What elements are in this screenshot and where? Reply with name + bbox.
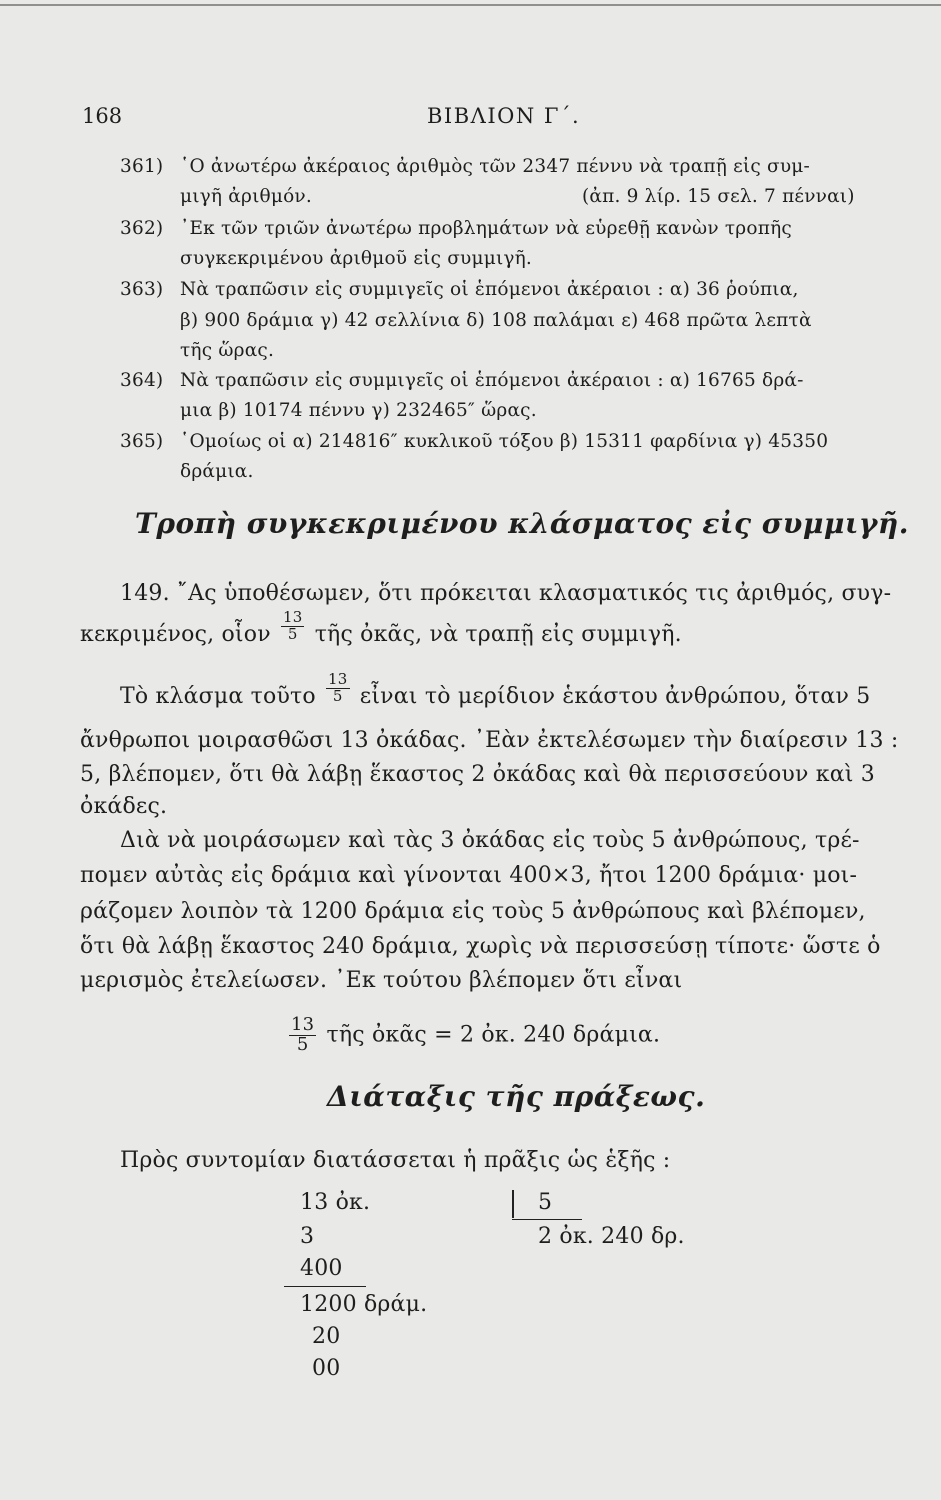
division-product: 1200 δράμ.: [300, 1292, 428, 1317]
division-factor: 400: [300, 1256, 343, 1281]
fraction: [289, 1016, 316, 1055]
division-product-rule: [284, 1286, 366, 1287]
paragraph-line: ράζομεν λοιπὸν τὰ 1200 δράμια εἰς τοὺς 5 ἀνθρώπους καὶ βλέπομεν,: [80, 899, 866, 924]
exercise-text: μια β) 10174 πέννυ γ) 232465″ ὥρας.: [180, 400, 537, 421]
exercise-number: 361): [120, 156, 164, 177]
division-divisor-rule: [512, 1219, 582, 1220]
division-multiplier: 3: [300, 1224, 315, 1249]
paragraph-line: [80, 607, 682, 647]
paragraph-text: τῆς ὀκᾶς, νὰ τραπῇ εἰς συμμιγῆ.: [314, 622, 682, 647]
exercise-number: 362): [120, 218, 164, 239]
equation-text: τῆς ὀκᾶς = 2 ὀκ. 240 δράμια.: [326, 1022, 661, 1048]
fraction: [326, 669, 350, 705]
exercise-text: συγκεκριμένου ἀριθμοῦ εἰς συμμιγῆ.: [180, 248, 533, 269]
paragraph-text: εἶναι τὸ μερίδιον ἑκάστου ἀνθρώπου, ὅταν 5: [359, 684, 871, 709]
division-dividend: 13 ὀκ.: [300, 1190, 371, 1215]
section-heading: Διάταξις τῆς πράξεως.: [327, 1080, 706, 1113]
division-bar: [512, 1190, 514, 1218]
division-remainder: 20: [312, 1324, 341, 1349]
fraction: [281, 607, 305, 643]
equation-line: [286, 1016, 660, 1055]
exercise-answer: (ἀπ. 9 λίρ. 15 σελ. 7 πένναι): [582, 186, 855, 207]
page-number: 168: [82, 104, 123, 128]
page-header-title: ΒΙΒΛΙΟΝ Γ΄.: [427, 104, 581, 128]
exercise-text: μιγῆ ἀριθμόν.: [180, 186, 312, 207]
paragraph-text: Τὸ κλάσμα τοῦτο: [120, 684, 316, 709]
fraction-denominator: 5: [287, 624, 298, 643]
exercise-number: 364): [120, 370, 164, 391]
paragraph-line: ὅτι θὰ λάβῃ ἕκαστος 240 δράμια, χωρὶς νὰ περισσεύσῃ τίποτε· ὥστε ὁ: [80, 934, 881, 959]
paragraph-text: κεκριμένος, οἷον: [80, 622, 271, 647]
exercise-text: Νὰ τραπῶσιν εἰς συμμιγεῖς οἱ ἑπόμενοι ἀκέραιοι : α) 36 ῥούπια,: [180, 279, 799, 300]
division-remainder: 00: [312, 1356, 341, 1381]
fraction-denominator: 5: [296, 1033, 309, 1055]
fraction-numerator: 13: [328, 669, 348, 688]
exercise-text: ῾Ομοίως οἱ α) 214816″ κυκλικοῦ τόξου β) 15311 φαρδίνια γ) 45350: [180, 431, 829, 452]
paragraph-line: Διὰ νὰ μοιράσωμεν καὶ τὰς 3 ὀκάδας εἰς τοὺς 5 ἀνθρώπους, τρέ-: [120, 828, 860, 853]
paragraph-line: ἄνθρωποι μοιρασθῶσι 13 ὀκάδας. ᾿Εὰν ἐκτελέσωμεν τὴν διαίρεσιν 13 :: [80, 728, 899, 753]
fraction-denominator: 5: [332, 686, 343, 705]
exercise-text: Νὰ τραπῶσιν εἰς συμμιγεῖς οἱ ἑπόμενοι ἀκέραιοι : α) 16765 δρά-: [180, 370, 804, 391]
section-heading: Τροπὴ συγκεκριμένου κλάσματος εἰς συμμιγῆ.: [135, 507, 909, 540]
exercise-text: β) 900 δράμια γ) 42 σελλίνια δ) 108 παλάμαι ε) 468 πρῶτα λεπτὰ: [180, 310, 812, 331]
paragraph-line: μερισμὸς ἐτελείωσεν. ᾿Εκ τούτου βλέπομεν ὅτι εἶναι: [80, 968, 683, 993]
exercise-text: δράμια.: [180, 461, 254, 482]
division-divisor: 5: [538, 1190, 553, 1215]
paragraph-line: [120, 669, 871, 709]
paragraph-line: 149. ῎Ας ὑποθέσωμεν, ὅτι πρόκειται κλασματικός τις ἀριθμός, συγ-: [120, 581, 892, 606]
paragraph-line: 5, βλέπομεν, ὅτι θὰ λάβῃ ἕκαστος 2 ὀκάδας καὶ θὰ περισσεύουν καὶ 3: [80, 762, 875, 787]
paragraph-line: πομεν αὐτὰς εἰς δράμια καὶ γίνονται 400×3, ἤτοι 1200 δράμια· μοι-: [80, 863, 858, 888]
exercise-text: ᾿Εκ τῶν τριῶν ἀνωτέρω προβλημάτων νὰ εὑρεθῇ κανὼν τροπῆς: [180, 218, 792, 239]
exercise-number: 365): [120, 431, 164, 452]
division-quotient: 2 ὀκ. 240 δρ.: [538, 1224, 685, 1249]
exercise-number: 363): [120, 279, 164, 300]
exercise-text: τῆς ὥρας.: [180, 340, 275, 361]
fraction-numerator: 13: [291, 1014, 315, 1035]
paragraph-line: ὀκάδες.: [80, 794, 168, 819]
top-edge-line: [0, 4, 941, 6]
exercise-text: ῾Ο ἀνωτέρω ἀκέραιος ἀριθμὸς τῶν 2347 πέννυ νὰ τραπῇ εἰς συμ-: [180, 156, 810, 177]
paragraph-line: Πρὸς συντομίαν διατάσσεται ἡ πρᾶξις ὡς ἑξῆς :: [120, 1148, 671, 1173]
fraction-numerator: 13: [282, 607, 303, 626]
